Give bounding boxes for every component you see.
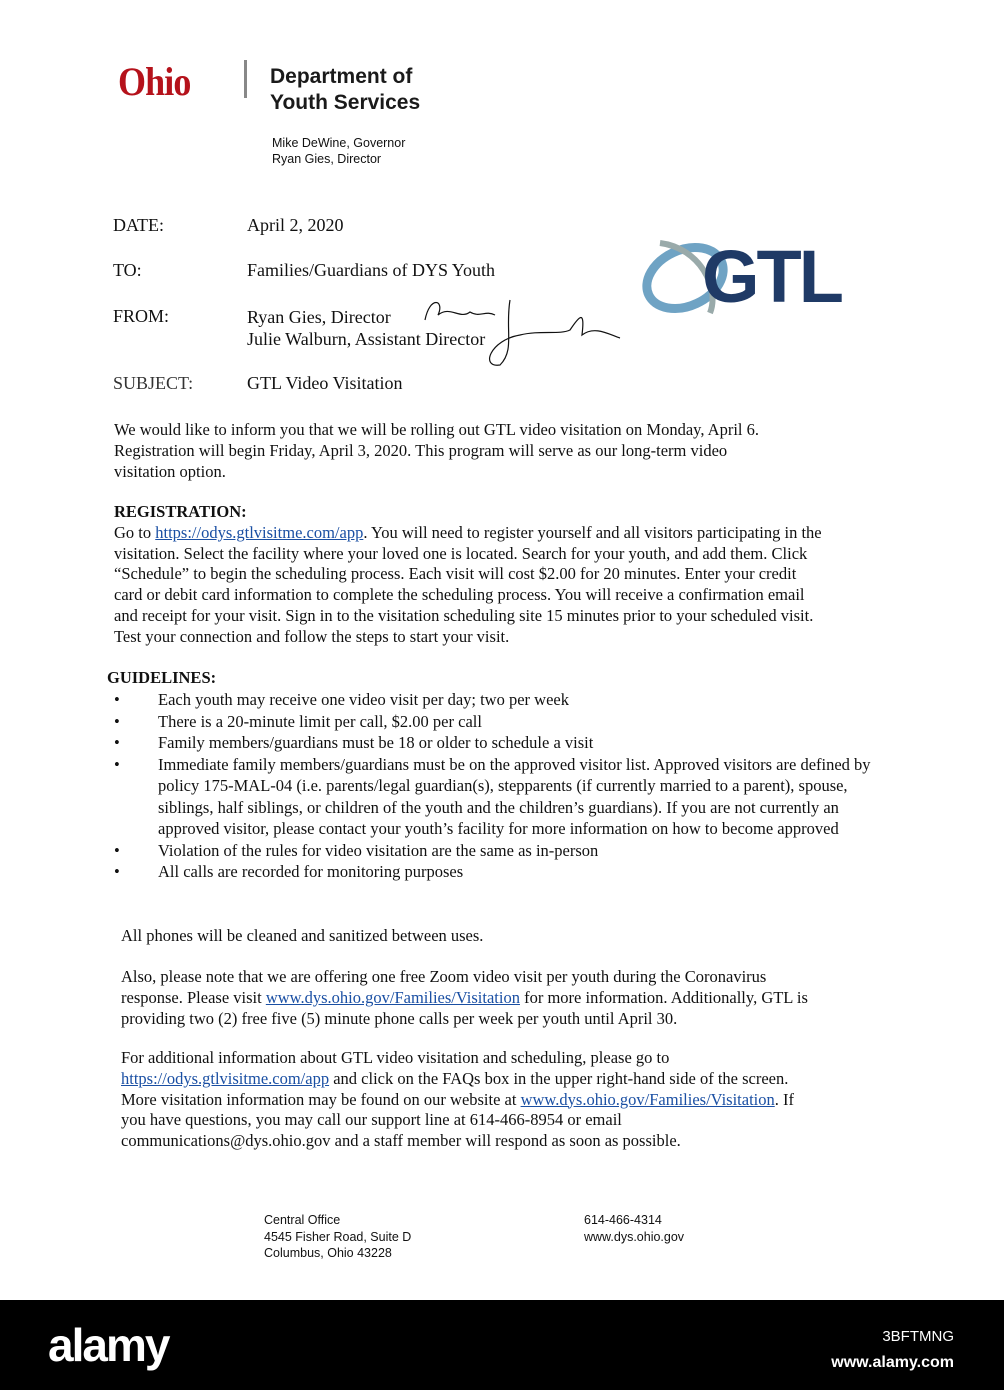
text: response. Please visit — [121, 987, 266, 1007]
guideline-item: • Family members/guardians must be 18 or older to schedule a visit — [107, 732, 897, 754]
gtl-logo — [640, 228, 880, 328]
from-1: Ryan Gies, Director — [247, 307, 391, 327]
text: and click on the FAQs box in the upper right-hand side of the screen. — [329, 1068, 789, 1088]
guidelines-section — [107, 668, 897, 883]
text: Also, please note that we are offering one free Zoom video visit per youth during the Coronavirus — [121, 967, 767, 986]
registration-heading: REGISTRATION: — [114, 502, 247, 521]
footer-contact — [584, 1212, 684, 1245]
gtl-app-link[interactable]: https://odys.gtlvisitme.com/app — [121, 1068, 330, 1088]
from-2: Julie Walburn, Assistant Director — [247, 329, 486, 349]
office: Central Office — [264, 1213, 341, 1227]
ohio-logo: Ohio — [118, 59, 191, 104]
signatures — [410, 290, 625, 370]
intro-line: visitation option. — [114, 461, 226, 481]
text: you have questions, you may call our support line at 614-466-8954 or email — [121, 1110, 622, 1130]
guidelines-heading: GUIDELINES: — [107, 668, 217, 687]
guideline-item: • There is a 20-minute limit per call, $2.00 per call — [107, 711, 897, 733]
more-info-paragraph — [121, 1048, 794, 1152]
watermark-bar — [0, 1300, 1004, 1390]
registration-line: Test your connection and follow the steps to start your visit. — [114, 626, 510, 646]
text: For additional information about GTL video visitation and scheduling, please go to — [121, 1048, 670, 1067]
date-label: DATE: — [113, 215, 164, 235]
registration-line: card or debit card information to complete the scheduling process. You will receive a confirmation email — [114, 585, 805, 605]
date-value: April 2, 2020 — [247, 215, 344, 235]
director: Ryan Gies, Director — [272, 152, 382, 166]
image-info — [831, 1324, 954, 1376]
registration-section — [114, 502, 822, 648]
officials — [272, 135, 405, 167]
intro-line: Registration will begin Friday, April 3, 2020. This program will serve as our long-term video — [114, 440, 728, 460]
intro-paragraph — [114, 420, 759, 482]
website-link[interactable]: www.dys.ohio.gov/Families/Visitation — [520, 1089, 775, 1109]
guideline-item: • Each youth may receive one video visit per day; two per week — [107, 689, 897, 711]
text: . You will need to register yourself and all visitors participating in the — [363, 522, 822, 542]
registration-line: and receipt for your visit. Sign in to the visitation scheduling site 15 minutes prior to your scheduled visit. — [114, 605, 814, 625]
site: www.alamy.com — [831, 1354, 954, 1371]
footer-address — [264, 1212, 411, 1262]
text: Go to — [114, 522, 156, 542]
text: . If — [774, 1089, 794, 1109]
city: Columbus, Ohio 43228 — [264, 1246, 392, 1260]
alamy-logo: alamy — [48, 1319, 169, 1371]
to-label: TO: — [113, 260, 142, 280]
governor: Mike DeWine, Governor — [272, 136, 406, 150]
subject-value: GTL Video Visitation — [247, 373, 403, 393]
text: More visitation information may be found on our website at — [121, 1089, 521, 1109]
divider — [244, 60, 247, 98]
guideline-item: • Violation of the rules for video visitation are the same as in-person — [107, 840, 897, 862]
phones-note: All phones will be cleaned and sanitized between uses. — [121, 926, 484, 945]
web: www.dys.ohio.gov — [584, 1229, 685, 1244]
department-name — [270, 64, 420, 116]
guideline-item: • Immediate family members/guardians must be on the approved visitor list. Approved visitors are defined by policy 175-MAL-04 (i.e. parents/legal guardian(s), stepparents (if currently married to a parent), spouse, siblings, half siblings, or children of the youth and the children’s guardians). If you are not currently an approved visitor, please contact your youth’s facility for more information on how to become approved — [107, 754, 897, 840]
registration-link[interactable]: https://odys.gtlvisitme.com/app — [155, 522, 364, 542]
zoom-paragraph — [121, 967, 808, 1029]
text: for more information. Additionally, GTL is — [519, 987, 808, 1007]
guideline-item: • All calls are recorded for monitoring purposes — [107, 861, 897, 883]
registration-line: visitation. Select the facility where your loved one is located. Search for your youth, and add them. Click — [114, 543, 808, 563]
phone: 614-466-4314 — [584, 1213, 662, 1227]
to-value: Families/Guardians of DYS Youth — [247, 260, 496, 280]
subject-label: SUBJECT: — [113, 373, 194, 393]
text: communications@dys.ohio.gov and a staff member will respond as soon as possible. — [121, 1131, 681, 1151]
dept-line2: Youth Services — [270, 91, 421, 114]
intro-line: We would like to inform you that we will be rolling out GTL video visitation on Monday, April 6. — [114, 420, 759, 439]
image-id: 3BFTMNG — [882, 1328, 954, 1345]
gtl-text: GTL — [702, 235, 841, 318]
street: 4545 Fisher Road, Suite D — [264, 1229, 412, 1244]
from-label: FROM: — [113, 306, 170, 326]
text: providing two (2) free five (5) minute phone calls per week per youth until April 30. — [121, 1008, 678, 1028]
visitation-link[interactable]: www.dys.ohio.gov/Families/Visitation — [265, 987, 520, 1007]
dept-line1: Department of — [270, 65, 413, 88]
registration-line: “Schedule” to begin the scheduling process. Each visit will cost $2.00 for 20 minutes. Enter your credit — [114, 564, 797, 584]
